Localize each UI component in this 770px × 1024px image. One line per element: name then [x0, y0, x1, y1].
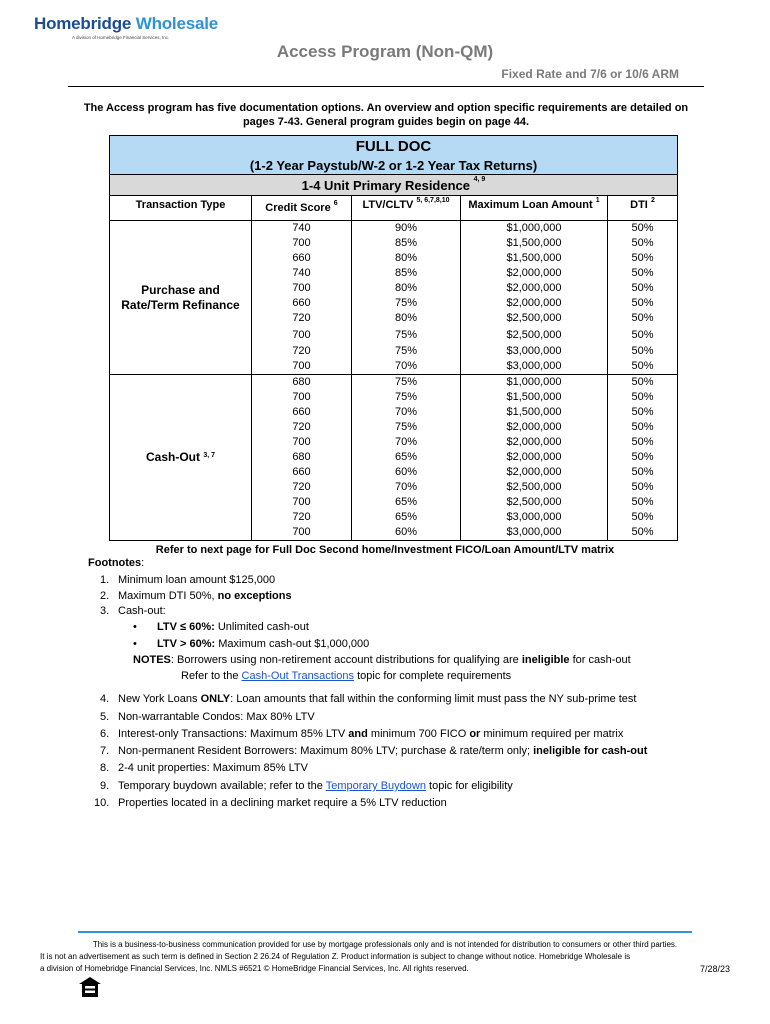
footnote-6-text-e: minimum required per matrix	[480, 728, 624, 740]
footnote-2-emphasis: no exceptions	[217, 590, 292, 602]
bullet-2-label: LTV > 60%:	[157, 638, 219, 650]
max-loan-cell: $1,500,000	[461, 236, 608, 251]
disclaimer-line-2: It is not an advertisement as such term is defined in Section 2 26.24 of Regulation Z. Product information is subject to change without notice. Homebridge Wholesale is	[40, 952, 631, 961]
credit-score-cell: 720	[252, 420, 352, 435]
dti-cell: 50%	[608, 236, 678, 251]
refer-note: Refer to next page for Full Doc Second home/Investment FICO/Loan Amount/LTV matrix	[155, 544, 615, 556]
intro-text	[64, 101, 708, 129]
occupancy-label: 1-4 Unit Primary Residence	[301, 177, 471, 193]
title-divider	[68, 86, 704, 87]
credit-score-cell: 700	[252, 525, 352, 541]
col-credit-score	[252, 196, 352, 221]
credit-score-cell: 700	[252, 326, 352, 344]
credit-score-cell: 700	[252, 236, 352, 251]
disclaimer-line-1: This is a business-to-business communication provided for use by mortgage professionals only and is not intended for distribution to consumers or other third parties.	[92, 940, 678, 949]
col-loan-label: Maximum Loan Amount	[468, 199, 593, 211]
credit-score-cell: 660	[252, 405, 352, 420]
col-dti-sup: 2	[650, 197, 655, 204]
max-loan-cell: $2,500,000	[461, 326, 608, 344]
footnote-3-bullet-1: • LTV ≤ 60%: Unlimited cash-out	[133, 621, 309, 633]
col-dti	[608, 196, 678, 221]
column-headers	[110, 196, 678, 221]
credit-score-cell: 740	[252, 266, 352, 281]
transaction-type-label: Purchase and	[141, 282, 220, 297]
footnote-5-text-a: Non-warrantable Condos	[118, 711, 241, 723]
col-loan-sup: 1	[595, 197, 600, 204]
footnote-10: 10. Properties located in a declining market require a 5% LTV reduction	[94, 797, 447, 809]
max-loan-cell: $2,000,000	[461, 281, 608, 296]
col-ltv	[352, 196, 461, 221]
intro-line-1: The Access program has five documentation options. An overview and option specific requirements are detailed on	[83, 102, 689, 114]
footer-divider	[78, 931, 692, 933]
max-loan-cell: $3,000,000	[461, 510, 608, 525]
dti-cell: 50%	[608, 344, 678, 359]
notes-emphasis: ineligible	[521, 654, 570, 666]
footnote-9-text-a: Temporary buydown available; refer to the	[118, 780, 326, 792]
transaction-type-label: Cash-Out	[145, 450, 200, 464]
ltv-cell: 75%	[352, 390, 461, 405]
footnote-3-text: Cash-out:	[118, 605, 166, 617]
table-row	[110, 221, 678, 237]
footnote-4-emphasis: ONLY	[200, 693, 231, 705]
ltv-cell: 75%	[352, 420, 461, 435]
footnote-6-and: and	[348, 728, 368, 740]
footnote-8: 8. 2-4 unit properties: Maximum 85% LTV	[100, 762, 308, 774]
credit-score-cell: 700	[252, 495, 352, 510]
col-ltv-label: LTV/CLTV	[362, 199, 414, 211]
intro-line-2: pages 7-43. General program guides begin on page 44.	[242, 116, 530, 128]
transaction-type-label-line-2: Rate/Term Refinance	[121, 297, 240, 312]
credit-score-cell: 700	[252, 390, 352, 405]
ltv-cell: 80%	[352, 311, 461, 326]
notes-text-c: for cash-out	[569, 654, 631, 666]
page-title: Access Program (Non-QM)	[276, 42, 494, 61]
ltv-cell: 90%	[352, 221, 461, 237]
dti-cell: 50%	[608, 450, 678, 465]
dti-cell: 50%	[608, 251, 678, 266]
logo-tagline: A division of Homebridge Financial Services, Inc.	[72, 35, 170, 40]
ltv-cell: 75%	[352, 326, 461, 344]
dti-cell: 50%	[608, 525, 678, 541]
max-loan-cell: $2,000,000	[461, 435, 608, 450]
max-loan-cell: $2,000,000	[461, 296, 608, 311]
max-loan-cell: $2,500,000	[461, 495, 608, 510]
full-doc-matrix	[109, 135, 678, 541]
credit-score-cell: 700	[252, 435, 352, 450]
ltv-cell: 85%	[352, 236, 461, 251]
footnote-4-text-a: New York Loans	[118, 693, 201, 705]
col-ltv-sup: 5, 6,7,8,10	[416, 197, 450, 204]
bullet-2-text: Maximum cash-out $1,000,000	[218, 638, 370, 650]
cash-out-transactions-link[interactable]: Cash-Out Transactions	[241, 670, 355, 682]
col-max-loan	[461, 196, 608, 221]
transaction-type-footnote-ref: 3, 7	[203, 452, 216, 459]
logo-brand-a: Homebridge	[34, 14, 132, 33]
table-row	[110, 375, 678, 391]
credit-score-cell: 680	[252, 375, 352, 391]
col-transaction-type	[110, 196, 252, 221]
credit-score-cell: 660	[252, 465, 352, 480]
footnote-1-text: Minimum loan amount $125,000	[118, 574, 276, 586]
dti-cell: 50%	[608, 375, 678, 391]
credit-score-cell: 660	[252, 251, 352, 266]
footnotes-title-text: Footnotes	[88, 557, 142, 569]
dti-cell: 50%	[608, 465, 678, 480]
ltv-cell: 70%	[352, 359, 461, 375]
company-logo	[34, 14, 218, 40]
dti-cell: 50%	[608, 221, 678, 237]
footnote-10-text: Properties located in a declining market require a 5% LTV reduction	[118, 797, 447, 809]
temporary-buydown-link[interactable]: Temporary Buydown	[325, 780, 426, 792]
credit-score-cell: 720	[252, 480, 352, 495]
dti-cell: 50%	[608, 359, 678, 375]
footnote-6-text-c: minimum 700 FICO	[367, 728, 470, 740]
dti-cell: 50%	[608, 510, 678, 525]
credit-score-cell: 700	[252, 359, 352, 375]
notes2-text-a: Refer to the	[181, 670, 242, 682]
ltv-cell: 65%	[352, 450, 461, 465]
ltv-cell: 80%	[352, 281, 461, 296]
disclaimer-line-3: a division of Homebridge Financial Services, Inc. NMLS #6521 © HomeBridge Financial Services, Inc. All rights reserved.	[40, 964, 469, 973]
ltv-cell: 60%	[352, 465, 461, 480]
ltv-cell: 75%	[352, 296, 461, 311]
credit-score-cell: 720	[252, 344, 352, 359]
max-loan-cell: $2,000,000	[461, 450, 608, 465]
matrix-header-doc-type: FULL DOC	[110, 136, 678, 157]
ltv-cell: 75%	[352, 375, 461, 391]
matrix-header-doc-detail: (1-2 Year Paystub/W-2 or 1-2 Year Tax Returns)	[110, 156, 678, 175]
matrix-body	[110, 221, 678, 541]
col-credit-sup: 6	[333, 200, 338, 207]
ltv-cell: 85%	[352, 266, 461, 281]
ltv-cell: 70%	[352, 480, 461, 495]
transaction-type-cell	[110, 375, 252, 541]
footnote-4: 4. New York Loans ONLY: Loan amounts that fall within the conforming limit must pass the NY sub-prime test	[100, 693, 637, 705]
occupancy-footnote-ref: 4, 9	[473, 175, 486, 183]
footnote-3-bullet-2: • LTV > 60%: Maximum cash-out $1,000,000	[133, 638, 370, 650]
logo-brand-b: Wholesale	[135, 14, 218, 33]
footnote-1: 1. Minimum loan amount $125,000	[100, 574, 276, 586]
footnote-4-text-c: : Loan amounts that fall within the conforming limit must pass the NY sub-prime test	[230, 693, 637, 705]
max-loan-cell: $3,000,000	[461, 525, 608, 541]
footnote-6: 6. Interest-only Transactions: Maximum 85% LTV and minimum 700 FICO or minimum required per matrix	[100, 728, 624, 740]
bullet-1-text: Unlimited cash-out	[217, 621, 309, 633]
dti-cell: 50%	[608, 281, 678, 296]
footnote-9: 9. Temporary buydown available; refer to the Temporary Buydown topic for eligibility	[100, 780, 513, 792]
ltv-cell: 80%	[352, 251, 461, 266]
credit-score-cell: 680	[252, 450, 352, 465]
document-date: 7/28/23	[699, 964, 730, 974]
col-dti-label: DTI	[630, 199, 648, 211]
footnote-3: 3. Cash-out:	[100, 605, 166, 617]
footnote-7-text-a: Non-permanent Resident Borrowers: Maximum 80% LTV; purchase & rate/term only;	[118, 745, 534, 757]
footnote-9-text-b: topic for eligibility	[425, 780, 513, 792]
footnote-3-notes-line-2	[181, 670, 511, 682]
footnote-7: 7. Non-permanent Resident Borrowers: Maximum 80% LTV; purchase & rate/term only; ineligible for cash-out	[100, 745, 648, 757]
matrix-header-occupancy	[110, 175, 678, 196]
equal-housing-icon	[78, 976, 102, 998]
max-loan-cell: $2,000,000	[461, 420, 608, 435]
max-loan-cell: $2,500,000	[461, 480, 608, 495]
dti-cell: 50%	[608, 311, 678, 326]
footnote-3-notes	[133, 654, 631, 666]
footnote-6-or: or	[469, 728, 481, 740]
dti-cell: 50%	[608, 420, 678, 435]
dti-cell: 50%	[608, 390, 678, 405]
ltv-cell: 75%	[352, 344, 461, 359]
max-loan-cell: $2,500,000	[461, 311, 608, 326]
footnote-5-text-b: : Max 80% LTV	[240, 711, 315, 723]
credit-score-cell: 700	[252, 281, 352, 296]
dti-cell: 50%	[608, 266, 678, 281]
ltv-cell: 70%	[352, 405, 461, 420]
max-loan-cell: $1,500,000	[461, 405, 608, 420]
ltv-cell: 60%	[352, 525, 461, 541]
ltv-cell: 70%	[352, 435, 461, 450]
footnote-8-text: 2-4 unit properties: Maximum 85% LTV	[118, 762, 308, 774]
footer-disclaimer	[40, 939, 730, 975]
footnote-6-text-a: Interest-only Transactions: Maximum 85% LTV	[118, 728, 349, 740]
dti-cell: 50%	[608, 296, 678, 311]
max-loan-cell: $3,000,000	[461, 359, 608, 375]
notes2-text-b: topic for complete requirements	[354, 670, 512, 682]
bullet-1-label: LTV ≤ 60%:	[157, 621, 218, 633]
notes-text-a: : Borrowers using non-retirement account distributions for qualifying are	[170, 654, 522, 666]
dti-cell: 50%	[608, 480, 678, 495]
max-loan-cell: $1,500,000	[461, 390, 608, 405]
footnote-2-text: Maximum DTI 50%,	[118, 590, 218, 602]
dti-cell: 50%	[608, 405, 678, 420]
credit-score-cell: 720	[252, 510, 352, 525]
credit-score-cell: 720	[252, 311, 352, 326]
max-loan-cell: $1,500,000	[461, 251, 608, 266]
col-credit-label: Credit Score	[265, 202, 331, 214]
credit-score-cell: 740	[252, 221, 352, 237]
footnote-7-emphasis: ineligible for cash-out	[533, 745, 648, 757]
disclaimer-line-3-row	[40, 963, 730, 975]
logo-wordmark	[34, 14, 218, 34]
max-loan-cell: $3,000,000	[461, 344, 608, 359]
max-loan-cell: $1,000,000	[461, 375, 608, 391]
ltv-cell: 65%	[352, 495, 461, 510]
max-loan-cell: $2,000,000	[461, 266, 608, 281]
ltv-cell: 65%	[352, 510, 461, 525]
credit-score-cell: 660	[252, 296, 352, 311]
footnote-2: 2. Maximum DTI 50%, no exceptions	[100, 590, 292, 602]
dti-cell: 50%	[608, 326, 678, 344]
dti-cell: 50%	[608, 495, 678, 510]
transaction-type-cell	[110, 221, 252, 375]
notes-label: NOTES	[133, 654, 171, 666]
page-subtitle: Fixed Rate and 7/6 or 10/6 ARM	[501, 67, 679, 81]
col-transaction-label: Transaction Type	[135, 199, 226, 211]
dti-cell: 50%	[608, 435, 678, 450]
footnotes-title: Footnotes:	[88, 557, 145, 569]
max-loan-cell: $2,000,000	[461, 465, 608, 480]
max-loan-cell: $1,000,000	[461, 221, 608, 237]
footnote-5: 5. Non-warrantable Condos: Max 80% LTV	[100, 711, 315, 723]
